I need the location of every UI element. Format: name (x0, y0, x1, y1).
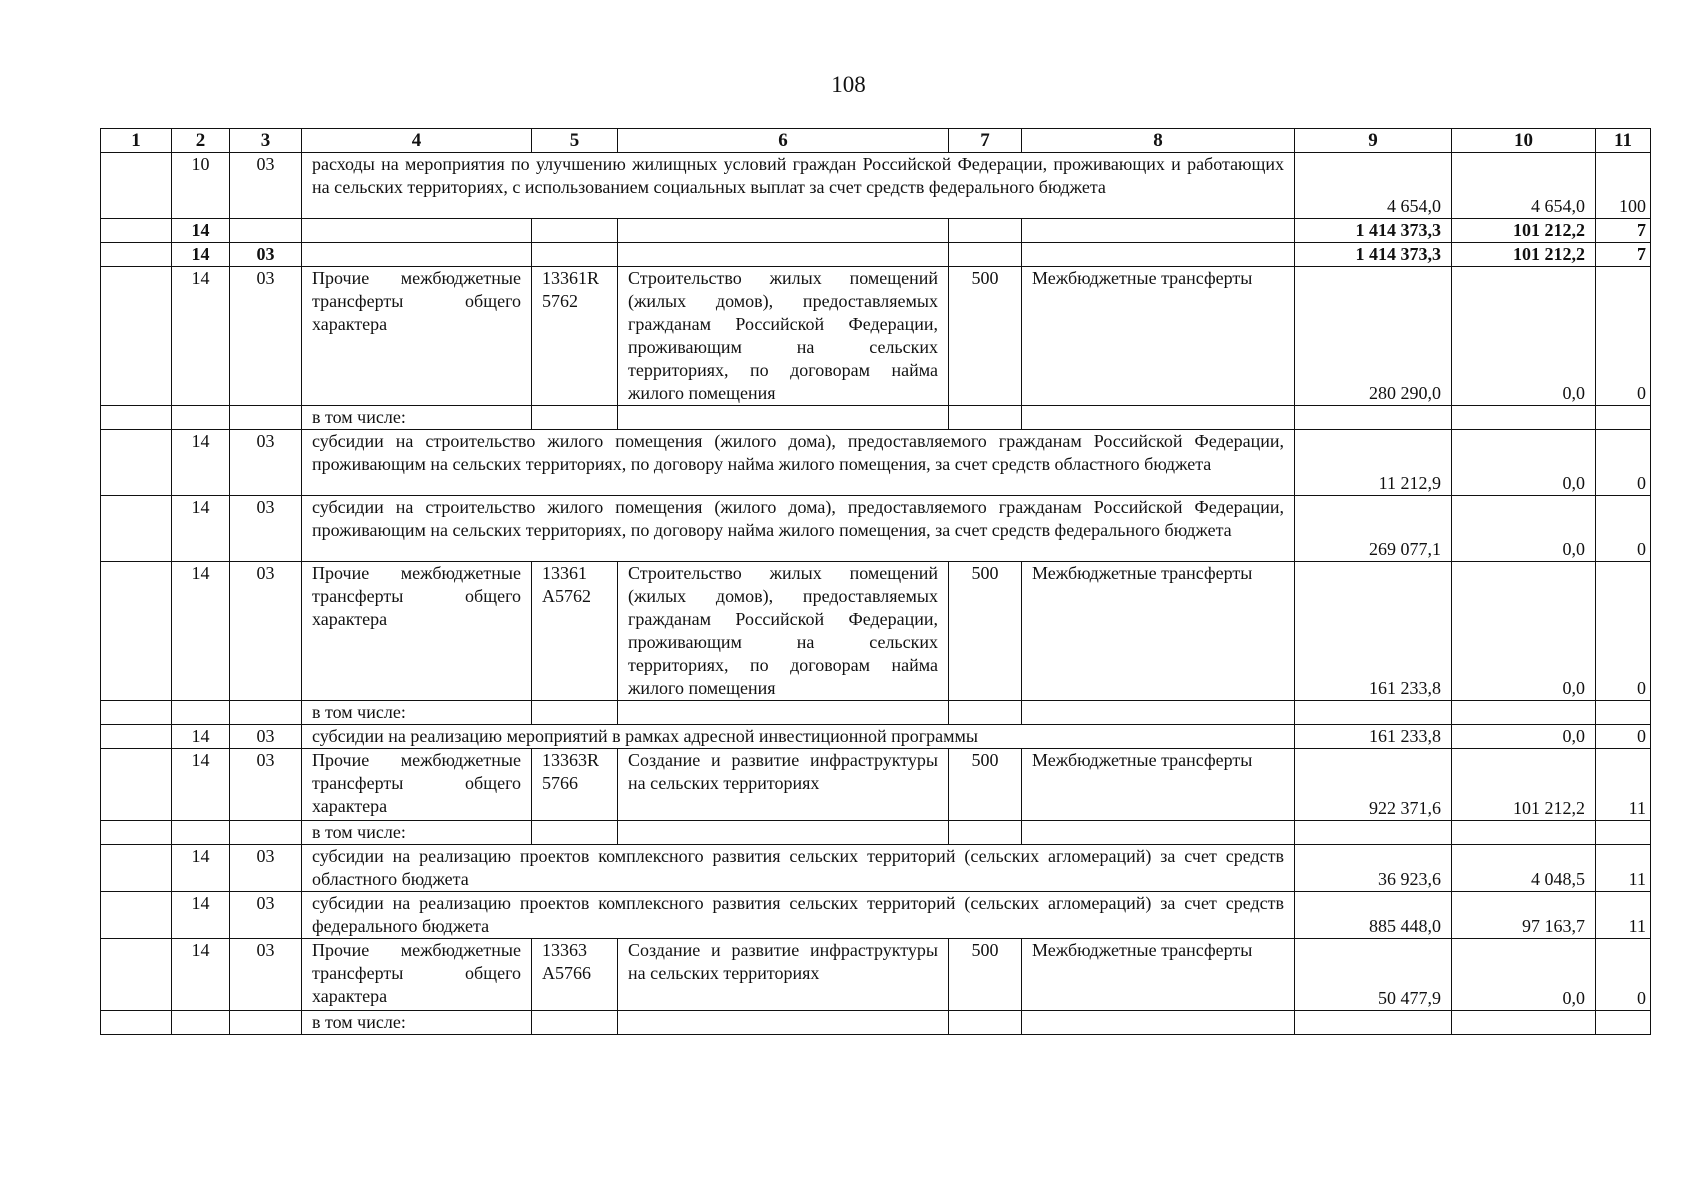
cell-col6 (618, 406, 949, 430)
table-row (101, 749, 1651, 821)
table-row (101, 725, 1651, 749)
table-row (101, 406, 1651, 430)
amount-actual: 0,0 (1452, 267, 1596, 406)
section-code: 14 (172, 939, 230, 1011)
amount-actual: 97 163,7 (1452, 892, 1596, 939)
subsection-code: 03 (230, 267, 302, 406)
row-description: субсидии на строительство жилого помещения (жилого дома), предоставляемого гражданам Российской Федерации, проживающим на сельских территориях, по договору найма жилого помещения, за счет средств областного бюджета (302, 430, 1295, 496)
subsection-code: 03 (230, 749, 302, 821)
expense-type-code: 500 (949, 939, 1022, 1011)
amount-plan: 1 414 373,3 (1295, 219, 1452, 243)
cell-col7 (949, 821, 1022, 845)
section-code: 14 (172, 267, 230, 406)
percent: 0 (1596, 267, 1651, 406)
table-row (101, 845, 1651, 892)
column-header: 3 (230, 129, 302, 153)
table-row (101, 562, 1651, 701)
subsection-code: 03 (230, 562, 302, 701)
cell-col6 (618, 701, 949, 725)
cell-col1 (101, 496, 172, 562)
cell-col7 (949, 243, 1022, 267)
amount-plan: 161 233,8 (1295, 725, 1452, 749)
cell-col5 (532, 1011, 618, 1035)
column-header: 11 (1596, 129, 1651, 153)
percent: 0 (1596, 939, 1651, 1011)
table-row (101, 821, 1651, 845)
section-code: 14 (172, 845, 230, 892)
section-code: 14 (172, 892, 230, 939)
amount-actual: 4 654,0 (1452, 153, 1596, 219)
percent: 7 (1596, 243, 1651, 267)
cell-col2 (172, 1011, 230, 1035)
target-article-code: 13363 А5766 (532, 939, 618, 1011)
section-code: 14 (172, 749, 230, 821)
cell-col9 (1295, 1011, 1452, 1035)
section-code: 14 (172, 219, 230, 243)
column-header: 2 (172, 129, 230, 153)
percent: 100 (1596, 153, 1651, 219)
cell-col6 (618, 821, 949, 845)
cell-col5 (532, 243, 618, 267)
target-article-name: Строительство жилых помещений (жилых домов), предоставляемых гражданам Российской Федерации, проживающим на сельских территориях, по договорам найма жилого помещения (618, 267, 949, 406)
cell-col3 (230, 406, 302, 430)
cell-col9 (1295, 406, 1452, 430)
cell-col9 (1295, 701, 1452, 725)
cell-col8 (1022, 243, 1295, 267)
expense-type-name: Межбюджетные трансферты (1022, 939, 1295, 1011)
subsection-code: 03 (230, 939, 302, 1011)
section-name: Прочие межбюджетные трансферты общего характера (302, 562, 532, 701)
cell-col1 (101, 562, 172, 701)
amount-plan: 4 654,0 (1295, 153, 1452, 219)
column-header: 10 (1452, 129, 1596, 153)
cell-col11 (1596, 1011, 1651, 1035)
section-code: 14 (172, 430, 230, 496)
subsection-code: 03 (230, 496, 302, 562)
table-row (101, 939, 1651, 1011)
section-code: 14 (172, 243, 230, 267)
row-description: субсидии на реализацию мероприятий в рамках адресной инвестиционной программы (302, 725, 1295, 749)
cell-col1 (101, 153, 172, 219)
column-header: 6 (618, 129, 949, 153)
subsection-code: 03 (230, 153, 302, 219)
section-name: Прочие межбюджетные трансферты общего характера (302, 749, 532, 821)
cell-col3 (230, 1011, 302, 1035)
header-row (101, 129, 1651, 153)
cell-col1 (101, 701, 172, 725)
section-code: 10 (172, 153, 230, 219)
amount-plan: 36 923,6 (1295, 845, 1452, 892)
including-label: в том числе: (302, 406, 532, 430)
cell-col1 (101, 430, 172, 496)
amount-plan: 50 477,9 (1295, 939, 1452, 1011)
cell-col1 (101, 406, 172, 430)
subsection-code: 03 (230, 892, 302, 939)
table-row (101, 219, 1651, 243)
including-label: в том числе: (302, 1011, 532, 1035)
cell-col3 (230, 821, 302, 845)
amount-plan: 922 371,6 (1295, 749, 1452, 821)
amount-plan: 885 448,0 (1295, 892, 1452, 939)
table-row (101, 701, 1651, 725)
row-description: субсидии на реализацию проектов комплексного развития сельских территорий (сельских агломераций) за счет средств областного бюджета (302, 845, 1295, 892)
target-article-name: Создание и развитие инфраструктуры на сельских территориях (618, 749, 949, 821)
column-header: 8 (1022, 129, 1295, 153)
cell-col1 (101, 1011, 172, 1035)
cell-col11 (1596, 406, 1651, 430)
subsection-code: 03 (230, 845, 302, 892)
cell-col11 (1596, 821, 1651, 845)
amount-actual: 0,0 (1452, 939, 1596, 1011)
amount-plan: 1 414 373,3 (1295, 243, 1452, 267)
cell-col5 (532, 219, 618, 243)
section-code: 14 (172, 562, 230, 701)
table-row (101, 267, 1651, 406)
percent: 0 (1596, 725, 1651, 749)
column-header: 9 (1295, 129, 1452, 153)
table-row (101, 153, 1651, 219)
cell-col6 (618, 1011, 949, 1035)
cell-col11 (1596, 701, 1651, 725)
percent: 11 (1596, 845, 1651, 892)
cell-col9 (1295, 821, 1452, 845)
cell-col1 (101, 892, 172, 939)
target-article-code: 13361 А5762 (532, 562, 618, 701)
target-article-code: 13361R 5762 (532, 267, 618, 406)
percent: 7 (1596, 219, 1651, 243)
amount-actual: 0,0 (1452, 430, 1596, 496)
cell-col8 (1022, 701, 1295, 725)
cell-col1 (101, 267, 172, 406)
cell-col1 (101, 821, 172, 845)
cell-col3 (230, 701, 302, 725)
target-article-name: Строительство жилых помещений (жилых домов), предоставляемых гражданам Российской Федерации, проживающим на сельских территориях, по договорам найма жилого помещения (618, 562, 949, 701)
cell-col10 (1452, 821, 1596, 845)
including-label: в том числе: (302, 821, 532, 845)
amount-actual: 4 048,5 (1452, 845, 1596, 892)
cell-col7 (949, 406, 1022, 430)
section-code: 14 (172, 496, 230, 562)
cell-col1 (101, 725, 172, 749)
subsection-code (230, 219, 302, 243)
amount-actual: 0,0 (1452, 496, 1596, 562)
target-article-code: 13363R 5766 (532, 749, 618, 821)
cell-col1 (101, 219, 172, 243)
cell-col4 (302, 243, 532, 267)
amount-actual: 101 212,2 (1452, 749, 1596, 821)
expense-type-name: Межбюджетные трансферты (1022, 562, 1295, 701)
cell-col10 (1452, 701, 1596, 725)
subsection-code: 03 (230, 243, 302, 267)
cell-col10 (1452, 406, 1596, 430)
subsection-code: 03 (230, 430, 302, 496)
amount-actual: 0,0 (1452, 725, 1596, 749)
cell-col2 (172, 821, 230, 845)
amount-plan: 280 290,0 (1295, 267, 1452, 406)
percent: 0 (1596, 562, 1651, 701)
section-name: Прочие межбюджетные трансферты общего характера (302, 939, 532, 1011)
table-row (101, 430, 1651, 496)
percent: 11 (1596, 892, 1651, 939)
row-description: расходы на мероприятия по улучшению жилищных условий граждан Российской Федерации, проживающих и работающих на сельских территориях, с использованием социальных выплат за счет средств федерального бюджета (302, 153, 1295, 219)
amount-actual: 101 212,2 (1452, 219, 1596, 243)
cell-col5 (532, 821, 618, 845)
table-row (101, 892, 1651, 939)
column-header: 1 (101, 129, 172, 153)
cell-col1 (101, 243, 172, 267)
percent: 0 (1596, 496, 1651, 562)
column-header: 4 (302, 129, 532, 153)
cell-col6 (618, 243, 949, 267)
amount-plan: 11 212,9 (1295, 430, 1452, 496)
cell-col5 (532, 406, 618, 430)
cell-col2 (172, 406, 230, 430)
cell-col6 (618, 219, 949, 243)
subsection-code: 03 (230, 725, 302, 749)
budget-table (100, 128, 1651, 1035)
cell-col7 (949, 1011, 1022, 1035)
column-header: 7 (949, 129, 1022, 153)
including-label: в том числе: (302, 701, 532, 725)
section-code: 14 (172, 725, 230, 749)
cell-col1 (101, 845, 172, 892)
target-article-name: Создание и развитие инфраструктуры на сельских территориях (618, 939, 949, 1011)
expense-type-code: 500 (949, 749, 1022, 821)
cell-col8 (1022, 821, 1295, 845)
percent: 11 (1596, 749, 1651, 821)
percent: 0 (1596, 430, 1651, 496)
row-description: субсидии на строительство жилого помещения (жилого дома), предоставляемого гражданам Российской Федерации, проживающим на сельских территориях, по договору найма жилого помещения, за счет средств федерального бюджета (302, 496, 1295, 562)
cell-col8 (1022, 406, 1295, 430)
page-number: 108 (831, 72, 866, 97)
cell-col8 (1022, 219, 1295, 243)
cell-col10 (1452, 1011, 1596, 1035)
cell-col2 (172, 701, 230, 725)
table-row (101, 1011, 1651, 1035)
table-row (101, 496, 1651, 562)
cell-col8 (1022, 1011, 1295, 1035)
cell-col1 (101, 939, 172, 1011)
cell-col5 (532, 701, 618, 725)
expense-type-name: Межбюджетные трансферты (1022, 749, 1295, 821)
cell-col7 (949, 219, 1022, 243)
section-name: Прочие межбюджетные трансферты общего характера (302, 267, 532, 406)
expense-type-code: 500 (949, 267, 1022, 406)
row-description: субсидии на реализацию проектов комплексного развития сельских территорий (сельских агломераций) за счет средств федерального бюджета (302, 892, 1295, 939)
table-row (101, 243, 1651, 267)
cell-col1 (101, 749, 172, 821)
amount-plan: 161 233,8 (1295, 562, 1452, 701)
amount-plan: 269 077,1 (1295, 496, 1452, 562)
amount-actual: 0,0 (1452, 562, 1596, 701)
expense-type-code: 500 (949, 562, 1022, 701)
column-header: 5 (532, 129, 618, 153)
cell-col4 (302, 219, 532, 243)
expense-type-name: Межбюджетные трансферты (1022, 267, 1295, 406)
cell-col7 (949, 701, 1022, 725)
amount-actual: 101 212,2 (1452, 243, 1596, 267)
